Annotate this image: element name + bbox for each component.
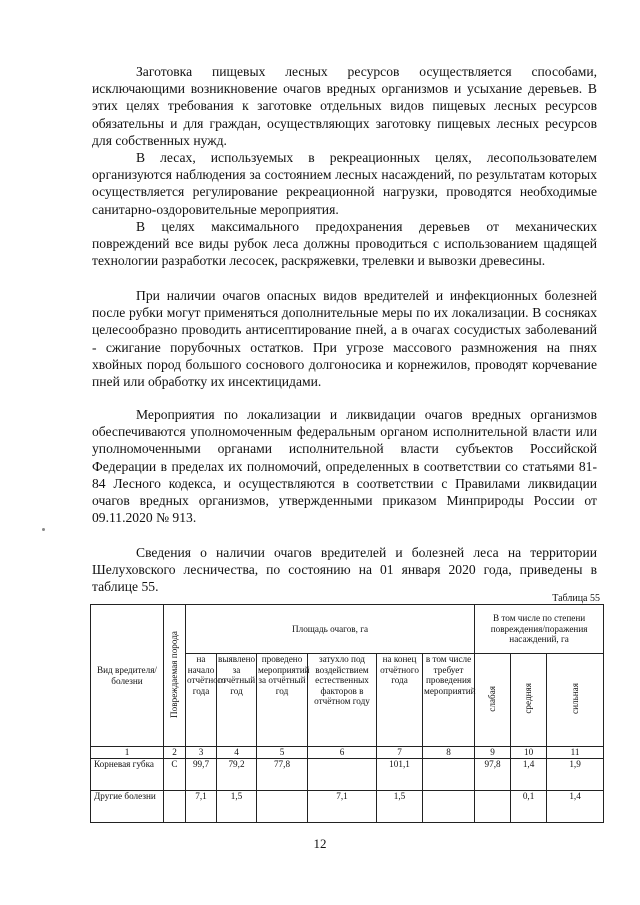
header-strong-cell <box>547 654 604 747</box>
cell-start: 7,1 <box>186 791 217 823</box>
col-number: 1 <box>91 747 164 759</box>
header-strong: сильная <box>569 683 580 715</box>
cell-pest: Корневая губка <box>91 759 164 791</box>
cell-need <box>423 791 475 823</box>
header-medium-cell <box>511 654 547 747</box>
col-number: 10 <box>511 747 547 759</box>
header-pest: Вид вредителя/ болезни <box>91 605 164 747</box>
col-number: 5 <box>257 747 308 759</box>
header-species-cell <box>164 605 186 747</box>
cell-species <box>164 791 186 823</box>
header-medium: средняя <box>523 683 534 715</box>
cell-natural <box>308 759 377 791</box>
cell-found: 1,5 <box>217 791 257 823</box>
paragraph-mechanical-damage: В целях максимального предохранения деревьев от механических повреждений все виды рубок леса должны проводиться с использованием щадящей технологии разработки лесосек, раскряжевки, трелевки и вывозки древесины. <box>92 219 597 269</box>
paragraph-localization: Мероприятия по локализации и ликвидации очагов вредных организмов обеспечиваются уполномоченным федеральным органом исполнительной власти или уполномоченными органами исполнительной власти субъектов Российской Федерации в пределах их полномочий, определенных в соответствии со статьями 81-84 Лесного кодекса, и осуществляются в соответствии с Правилами ликвидации очагов вредных организмов, утвержденными приказом Минприроды России от 09.11.2020 № 913. <box>92 407 597 526</box>
cell-end: 1,5 <box>377 791 423 823</box>
cell-treated <box>257 791 308 823</box>
col-number: 2 <box>164 747 186 759</box>
cell-natural: 7,1 <box>308 791 377 823</box>
page-number: 12 <box>313 836 327 851</box>
cell-weak <box>475 791 511 823</box>
header-area-group: Площадь очагов, га <box>186 605 475 654</box>
header-start: на начало отчётного года <box>186 654 217 747</box>
col-number: 7 <box>377 747 423 759</box>
paragraph-pest-measures: При наличии очагов опасных видов вредителей и инфекционных болезней после рубки могут применяться дополнительные меры по их локализации. В сосняках целесообразно проводить антисептирование пней, а в очагах сосудистых заболеваний - сжигание порубочных остатков. При угрозе массового размножения на пнях хвойных пород большого соснового долгоносика и корнежилов, проводят корчевание пней или обработку их инсектицидами. <box>92 288 597 390</box>
paragraph-recreation: В лесах, используемых в рекреационных целях, лесопользователем организуются наблюдения за состоянием лесных насаждений, по результатам которых осуществляется регулирование рекреационной нагрузки, проводятся необходимые санитарно-оздоровительные мероприятия. <box>92 150 597 217</box>
cell-weak: 97,8 <box>475 759 511 791</box>
cell-found: 79,2 <box>217 759 257 791</box>
col-number: 8 <box>423 747 475 759</box>
cell-strong: 1,9 <box>547 759 604 791</box>
header-weak: слабая <box>487 685 498 712</box>
table-row <box>91 759 604 791</box>
header-found: выявлено за отчётный год <box>217 654 257 747</box>
col-number: 9 <box>475 747 511 759</box>
cell-end: 101,1 <box>377 759 423 791</box>
col-number: 4 <box>217 747 257 759</box>
header-natural: затухло под воздействием естественных факторов в отчётном году <box>308 654 377 747</box>
table-row <box>91 791 604 823</box>
scan-dot <box>42 528 45 531</box>
cell-start: 99,7 <box>186 759 217 791</box>
cell-strong: 1,4 <box>547 791 604 823</box>
header-species: Повреждаемая порода <box>169 630 180 718</box>
cell-species: С <box>164 759 186 791</box>
col-number: 3 <box>186 747 217 759</box>
col-number: 6 <box>308 747 377 759</box>
cell-medium: 0,1 <box>511 791 547 823</box>
header-weak-cell <box>475 654 511 747</box>
cell-medium: 1,4 <box>511 759 547 791</box>
cell-pest: Другие болезни <box>91 791 164 823</box>
header-need: в том числе требует проведения мероприятий <box>423 654 475 747</box>
header-degree-group: В том числе по степени повреждения/поражения насаждений, га <box>475 605 604 654</box>
header-treated: проведено мероприятий за отчётный год <box>257 654 308 747</box>
col-number: 11 <box>547 747 604 759</box>
header-end: на конец отчётного года <box>377 654 423 747</box>
paragraph-food-resources: Заготовка пищевых лесных ресурсов осуществляется способами, исключающими возникновение очагов вредных организмов и усыхание деревьев. В этих целях требования к заготовке отдельных видов пищевых лесных ресурсов обязательны и для граждан, осуществляющих заготовку пищевых лесных ресурсов для собственных нужд. <box>92 64 597 148</box>
cell-need <box>423 759 475 791</box>
pest-foci-table <box>90 604 604 823</box>
table-caption: Таблица 55 <box>552 593 600 604</box>
cell-treated: 77,8 <box>257 759 308 791</box>
paragraph-table-intro: Сведения о наличии очагов вредителей и болезней леса на территории Шелуховского лесничества, по состоянию на 01 января 2020 года, приведены в таблице 55. <box>92 545 597 595</box>
column-number-row <box>91 747 604 759</box>
